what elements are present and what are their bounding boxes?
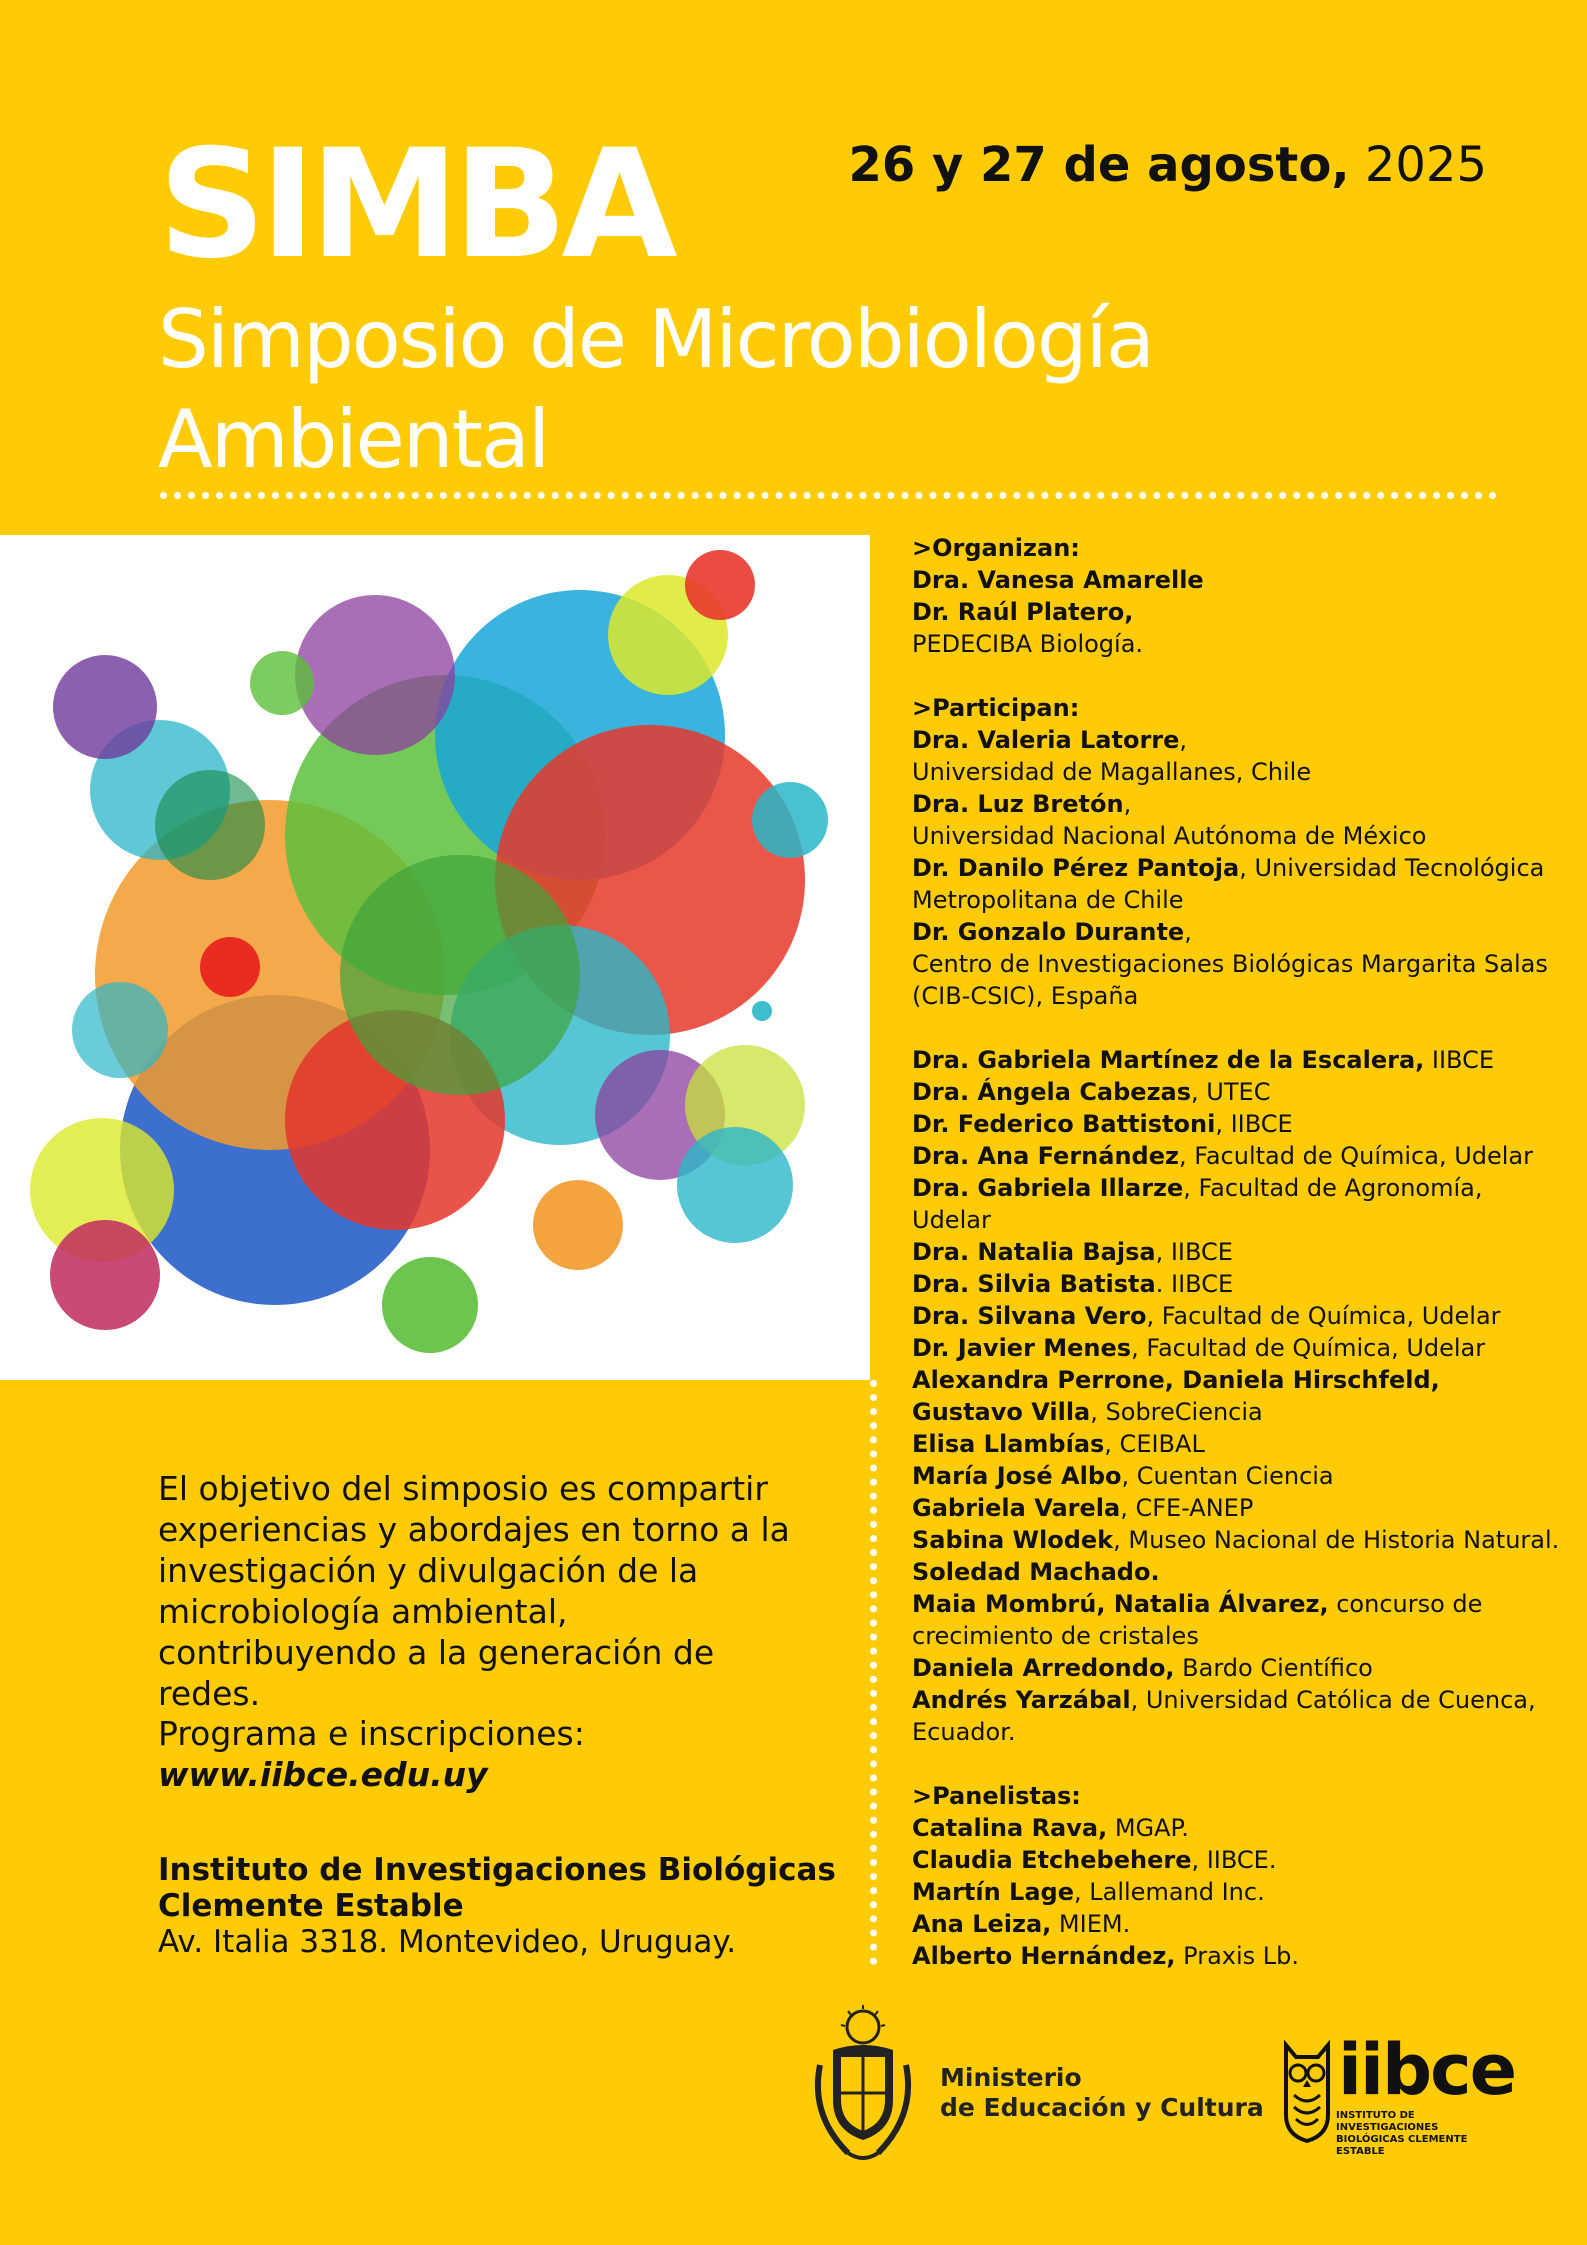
participant-entry <box>912 724 1562 756</box>
participant-entry-bold: Dra. Gabriela Martínez de la Escalera, <box>912 1046 1425 1074</box>
participant-entry <box>912 1076 1562 1108</box>
participant-entry-detail: , CFE-ANEP <box>1120 1494 1254 1522</box>
circles-artwork <box>0 535 870 1380</box>
participant-entry <box>912 1236 1562 1268</box>
subtitle-line-2: Ambiental <box>158 393 549 486</box>
institute-info <box>158 1852 836 1960</box>
participant-entry-detail: (CIB-CSIC), España <box>912 982 1139 1010</box>
participant-entry-detail: . IIBCE <box>1155 1270 1234 1298</box>
participant-entry-detail: Universidad Nacional Autónoma de México <box>912 822 1427 850</box>
participant-entry-bold: María José Albo <box>912 1462 1122 1490</box>
date-days: 26 y 27 de agosto, <box>848 137 1350 193</box>
panelist-entry <box>912 1908 1562 1940</box>
date-year: 2025 <box>1349 137 1487 193</box>
participant-entry <box>912 852 1562 884</box>
participant-entry-detail: , Universidad Católica de Cuenca, <box>1130 1686 1536 1714</box>
participant-entry-detail: , <box>1179 726 1188 754</box>
participant-entry <box>912 1588 1562 1620</box>
ministry-line-2: de Educación y Cultura <box>940 2093 1264 2122</box>
participant-entry <box>912 1620 1562 1652</box>
participant-entry-detail: Universidad de Magallanes, Chile <box>912 758 1312 786</box>
participant-entry-detail: , IIBCE <box>1155 1238 1233 1266</box>
participant-entry <box>912 1428 1562 1460</box>
participant-entry <box>912 980 1562 1012</box>
participant-entry-bold: Dr. Danilo Pérez Pantoja <box>912 854 1240 882</box>
participant-entry-bold: Dr. Javier Menes <box>912 1334 1132 1362</box>
participant-entry <box>912 1108 1562 1140</box>
participant-entry <box>912 1044 1562 1076</box>
iibce-wordmark: iibce <box>1338 2029 1516 2111</box>
participant-entry-detail: Bardo Científico <box>1174 1654 1373 1682</box>
participant-entry <box>912 788 1562 820</box>
description-line: experiencias y abordajes en torno a la <box>158 1510 790 1549</box>
participant-entry-bold: Dra. Ana Fernández <box>912 1142 1179 1170</box>
event-title: SIMBA <box>158 118 672 292</box>
panelist-entry-bold: Martín Lage <box>912 1878 1074 1906</box>
participant-list-local <box>912 1044 1562 1748</box>
participant-entry-detail: concurso de <box>1328 1590 1483 1618</box>
participant-entry-bold: Dra. Ángela Cabezas <box>912 1078 1192 1106</box>
institute-address: Av. Italia 3318. Montevideo, Uruguay. <box>158 1924 737 1960</box>
symposium-description <box>158 1468 818 1714</box>
participants-column <box>912 532 1562 1972</box>
participant-entry-detail: , Universidad Tecnológica <box>1239 854 1545 882</box>
participant-entry-detail: , Facultad de Agronomía, <box>1183 1174 1483 1202</box>
circles-illustration <box>0 535 870 1380</box>
ministry-coat-of-arms-icon <box>808 2005 918 2165</box>
participant-entry-detail: , CEIBAL <box>1104 1430 1205 1458</box>
panelist-entry-bold: Catalina Rava, <box>912 1814 1108 1842</box>
participant-entry <box>912 1716 1562 1748</box>
participant-entry-detail: Centro de Investigaciones Biológicas Margarita Salas <box>912 950 1548 978</box>
institute-name: Instituto de Investigaciones Biológicas <box>158 1852 836 1888</box>
panelist-entry-detail: , IIBCE. <box>1191 1846 1277 1874</box>
institute-name: Clemente Estable <box>158 1888 464 1924</box>
participant-entry-detail: , Facultad de Química, Udelar <box>1146 1302 1501 1330</box>
panelist-entry-bold: Alberto Hernández, <box>912 1942 1176 1970</box>
participant-entry <box>912 1140 1562 1172</box>
panelist-list <box>912 1812 1562 1972</box>
panelist-entry-detail: MIEM. <box>1051 1910 1131 1938</box>
participant-entry-bold: Dra. Valeria Latorre <box>912 726 1180 754</box>
participant-entry-detail: , Cuentan Ciencia <box>1121 1462 1334 1490</box>
participant-entry-bold: Andrés Yarzábal <box>912 1686 1131 1714</box>
organizer-name: Dr. Raúl Platero, <box>912 598 1134 626</box>
participant-entry <box>912 1332 1562 1364</box>
participant-entry <box>912 1364 1562 1396</box>
participant-entry-bold: Soledad Machado. <box>912 1558 1160 1586</box>
description-line: investigación y divulgación de la <box>158 1551 699 1590</box>
participant-entry-bold: Daniela Arredondo, <box>912 1654 1175 1682</box>
participant-entry-detail: , <box>1123 790 1132 818</box>
iibce-subtitle <box>1336 2110 1506 2158</box>
description-line: El objetivo del simposio es compartir <box>158 1469 768 1508</box>
panelist-entry-detail: MGAP. <box>1107 1814 1189 1842</box>
participant-entry <box>912 1396 1562 1428</box>
participant-entry-bold: Sabina Wlodek <box>912 1526 1114 1554</box>
participant-entry <box>912 1684 1562 1716</box>
participant-entry-bold: Dra. Silvana Vero <box>912 1302 1147 1330</box>
participant-entry <box>912 916 1562 948</box>
panelist-entry-bold: Ana Leiza, <box>912 1910 1052 1938</box>
organizer-org: PEDECIBA Biología. <box>912 630 1144 658</box>
dotted-divider-vertical <box>870 1380 877 1965</box>
ministry-line-1: Ministerio <box>940 2063 1082 2092</box>
panelist-entry <box>912 1844 1562 1876</box>
organizan-heading: >Organizan: <box>912 534 1080 562</box>
description-line: contribuyendo a la generación de redes. <box>158 1633 715 1713</box>
participan-heading: >Participan: <box>912 694 1080 722</box>
panelistas-heading: >Panelistas: <box>912 1782 1081 1810</box>
ministry-name <box>940 2063 1264 2123</box>
participant-entry-bold: Dr. Gonzalo Durante <box>912 918 1185 946</box>
participant-entry <box>912 1460 1562 1492</box>
participant-entry-bold: Alexandra Perrone, Daniela Hirschfeld, <box>912 1366 1440 1394</box>
iibce-subtitle-line-2: BIOLÓGICAS CLEMENTE ESTABLE <box>1336 2134 1468 2157</box>
participant-entry-detail: Ecuador. <box>912 1718 1016 1746</box>
panelist-entry-bold: Claudia Etchebehere <box>912 1846 1192 1874</box>
participant-entry-detail: , <box>1184 918 1192 946</box>
participant-list <box>912 724 1562 1012</box>
participant-entry-bold: Gustavo Villa <box>912 1398 1091 1426</box>
participant-entry-detail: , SobreCiencia <box>1090 1398 1263 1426</box>
participant-entry <box>912 1556 1562 1588</box>
participant-entry <box>912 884 1562 916</box>
participant-entry-detail: , Facultad de Química, Udelar <box>1178 1142 1534 1170</box>
event-subtitle <box>158 290 1153 490</box>
participant-entry-detail: Metropolitana de Chile <box>912 886 1184 914</box>
organizer-name: Dra. Vanesa Amarelle <box>912 566 1204 594</box>
iibce-subtitle-line-1: INSTITUTO DE INVESTIGACIONES <box>1336 2110 1439 2133</box>
participant-entry-bold: Elisa Llambías <box>912 1430 1105 1458</box>
participant-entry-bold: Dra. Silvia Batista <box>912 1270 1156 1298</box>
participant-entry-bold: Dr. Federico Battistoni <box>912 1110 1216 1138</box>
program-info <box>158 1713 585 1795</box>
participant-entry <box>912 1204 1562 1236</box>
participant-entry-bold: Gabriela Varela <box>912 1494 1121 1522</box>
participant-entry <box>912 1268 1562 1300</box>
panelist-entry-detail: , Lallemand Inc. <box>1074 1878 1265 1906</box>
panelist-entry-detail: Praxis Lb. <box>1175 1942 1300 1970</box>
dotted-divider-horizontal <box>160 492 1497 499</box>
participant-entry-bold: Dra. Gabriela Illarze <box>912 1174 1184 1202</box>
participant-entry <box>912 756 1562 788</box>
participant-entry <box>912 1524 1562 1556</box>
panelist-entry <box>912 1812 1562 1844</box>
program-url-link[interactable]: www.iibce.edu.uy <box>158 1755 488 1794</box>
participant-entry <box>912 820 1562 852</box>
program-label: Programa e inscripciones: <box>158 1714 585 1753</box>
participant-entry <box>912 1492 1562 1524</box>
participant-entry-detail: , UTEC <box>1191 1078 1271 1106</box>
participant-entry <box>912 1652 1562 1684</box>
participant-entry <box>912 1172 1562 1204</box>
participant-entry <box>912 948 1562 980</box>
participant-entry-detail: , IIBCE <box>1215 1110 1293 1138</box>
participant-entry-bold: Maia Mombrú, Natalia Álvarez, <box>912 1590 1329 1618</box>
participant-entry-bold: Dra. Natalia Bajsa <box>912 1238 1156 1266</box>
panelist-entry <box>912 1876 1562 1908</box>
participant-entry-detail: IIBCE <box>1424 1046 1495 1074</box>
participant-entry-detail: Udelar <box>912 1206 991 1234</box>
participant-entry-detail: , Museo Nacional de Historia Natural. <box>1113 1526 1560 1554</box>
panelist-entry <box>912 1940 1562 1972</box>
participant-entry-detail: , Facultad de Química, Udelar <box>1131 1334 1486 1362</box>
owl-logo-icon <box>1278 2035 1336 2145</box>
participant-entry-bold: Dra. Luz Bretón <box>912 790 1124 818</box>
subtitle-line-1: Simposio de Microbiología <box>158 293 1153 386</box>
participant-entry <box>912 1300 1562 1332</box>
participant-entry-detail: crecimiento de cristales <box>912 1622 1199 1650</box>
description-line: microbiología ambiental, <box>158 1592 568 1631</box>
event-date <box>848 137 1487 193</box>
